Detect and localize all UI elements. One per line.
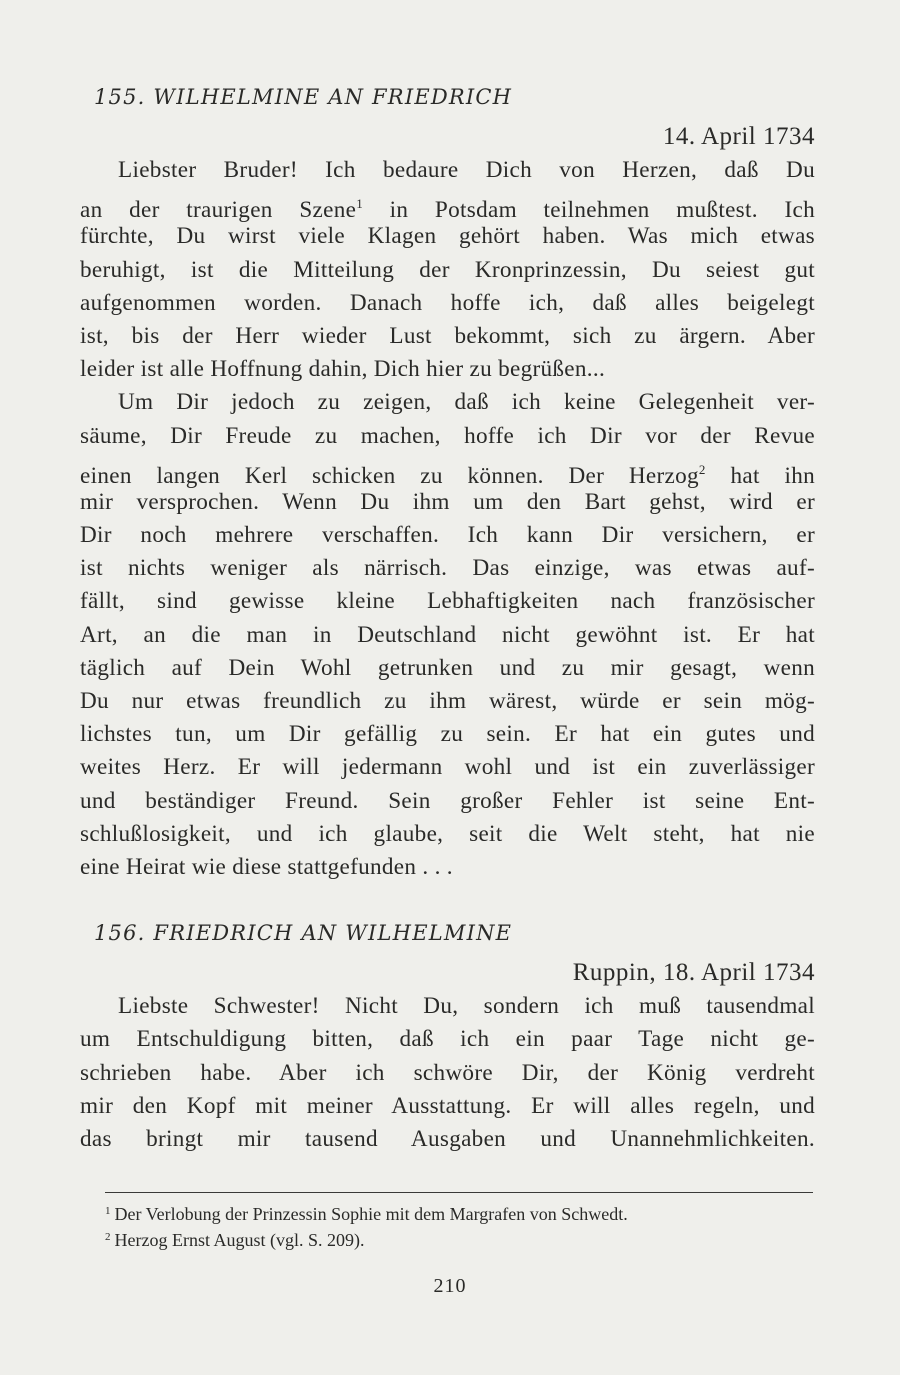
text-line: fürchte, Du wirst viele Klagen gehört haben. Was mich etwas: [80, 223, 815, 250]
text-line: [80, 453, 815, 489]
text-line: Liebste Schwester! Nicht Du, sondern ich muß tausendmal: [118, 993, 815, 1020]
letter-heading: 155. WILHELMINE AN FRIEDRICH: [94, 85, 513, 109]
text-line: täglich auf Dein Wohl getrunken und zu mir gesagt, wenn: [80, 654, 815, 681]
text-line: und beständiger Freund. Sein großer Fehler ist seine Ent-: [80, 787, 815, 814]
letter-heading: 156. FRIEDRICH AN WILHELMINE: [94, 921, 513, 946]
footnote-text: Herzog Ernst August (vgl. S. 209).: [114, 1230, 365, 1250]
text-line: [80, 187, 815, 224]
text-segment: an der traurigen Szene: [80, 197, 357, 224]
page-body: [80, 82, 815, 1156]
text-line: mir versprochen. Wenn Du ihm um den Bart gehst, wird er: [80, 488, 815, 515]
text-line: leider ist alle Hoffnung dahin, Dich hier zu begrüßen...: [80, 356, 606, 383]
text-line: Dir noch mehrere verschaffen. Ich kann Dir versichern, er: [80, 522, 815, 549]
text-line: ist nichts weniger als närrisch. Das einzige, was etwas auf-: [80, 555, 815, 582]
footnote-divider: [105, 1192, 813, 1193]
text-line: fällt, sind gewisse kleine Lebhaftigkeiten nach französischer: [80, 588, 815, 615]
text-line: säume, Dir Freude zu machen, hoffe ich Dir vor der Revue: [80, 422, 815, 449]
footnote: [105, 1224, 813, 1250]
footnotes: [105, 1198, 813, 1250]
page-number: 210: [433, 1275, 467, 1297]
footnote-mark: 2: [105, 1231, 111, 1243]
text-line: Art, an die man in Deutschland nicht gewöhnt ist. Er hat: [80, 621, 815, 648]
text-line: lichstes tun, um Dir gefällig zu sein. Er hat ein gutes und: [80, 721, 815, 748]
text-line: eine Heirat wie diese stattgefunden . . .: [80, 853, 453, 880]
text-line: Du nur etwas freundlich zu ihm wärest, würde er sein mög-: [80, 688, 815, 714]
footnote: [105, 1198, 813, 1224]
text-line: beruhigt, ist die Mitteilung der Kronprinzessin, Du seiest gut: [80, 256, 815, 283]
text-line: um Entschuldigung bitten, daß ich ein paar Tage nicht ge-: [80, 1026, 815, 1053]
text-segment: in Potsdam teilnehmen mußtest. Ich: [363, 197, 815, 224]
footnote-ref[interactable]: 1: [356, 196, 363, 212]
text-segment: hat ihn: [705, 462, 815, 489]
footnote-mark: 1: [105, 1205, 111, 1217]
text-line: schrieben habe. Aber ich schwöre Dir, der König verdreht: [80, 1059, 815, 1086]
footnote-ref[interactable]: 2: [698, 461, 706, 477]
text-line: Um Dir jedoch zu zeigen, daß ich keine Gelegenheit ver-: [118, 389, 815, 416]
text-line: weites Herz. Er will jedermann wohl und ist ein zuverlässiger: [80, 754, 815, 781]
letter-date: Ruppin, 18. April 1734: [572, 959, 815, 987]
text-line: aufgenommen worden. Danach hoffe ich, daß alles beigelegt: [80, 289, 815, 316]
text-line: ist, bis der Herr wieder Lust bekommt, sich zu ärgern. Aber: [80, 322, 815, 349]
text-line: schlußlosigkeit, und ich glaube, seit die Welt steht, hat nie: [80, 820, 815, 847]
footnote-text: Der Verlobung der Prinzessin Sophie mit dem Margrafen von Schwedt.: [114, 1204, 628, 1224]
section-gap: [80, 884, 815, 918]
text-line: Liebster Bruder! Ich bedaure Dich von Herzen, daß Du: [118, 157, 815, 183]
text-line: das bringt mir tausend Ausgaben und Unannehmlichkeiten.: [80, 1125, 815, 1152]
text-line: mir den Kopf mit meiner Ausstattung. Er will alles regeln, und: [80, 1092, 815, 1119]
letter-date: 14. April 1734: [662, 123, 815, 150]
text-segment: einen langen Kerl schicken zu können. Der Herzog: [80, 462, 699, 489]
